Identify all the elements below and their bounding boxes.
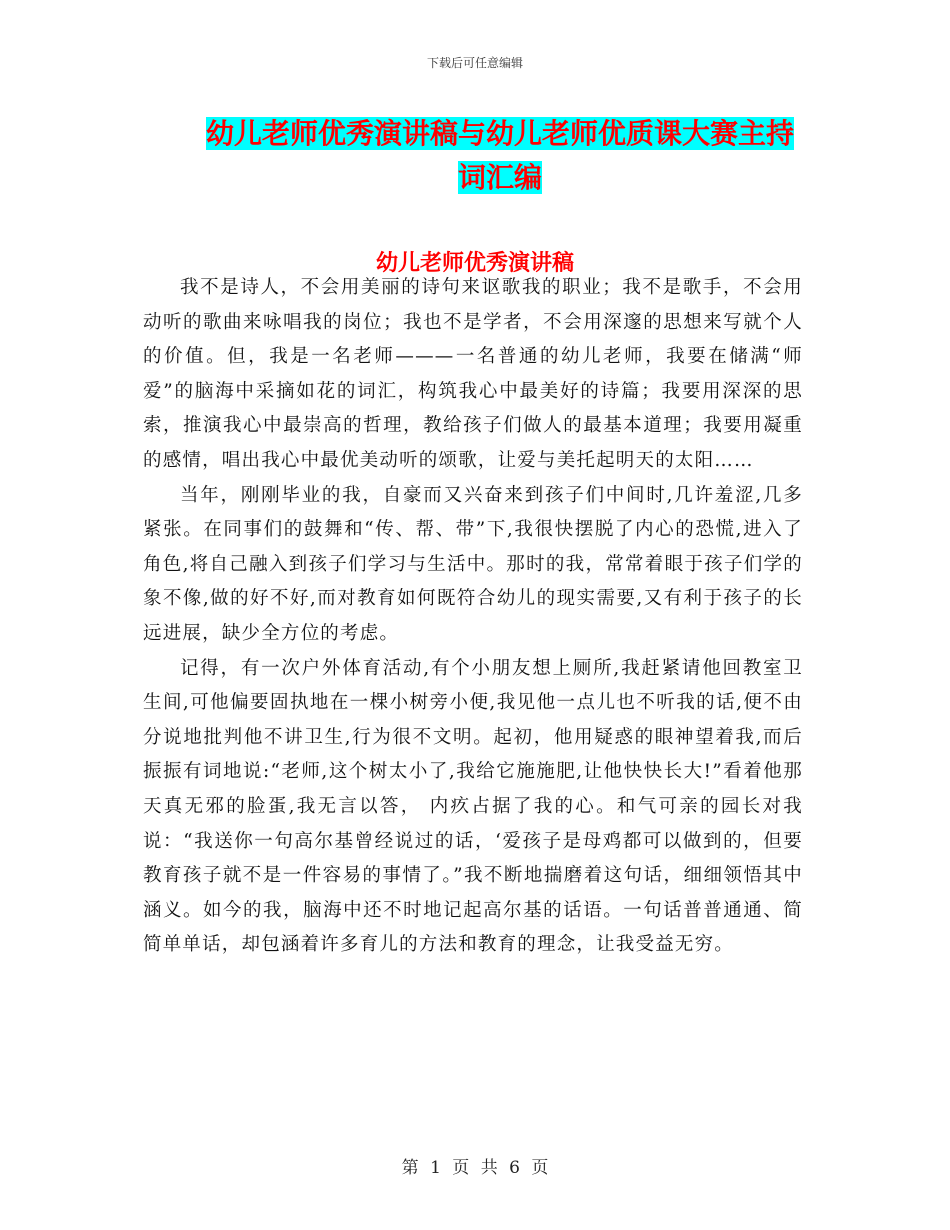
page-number: 第 1 页 共 6 页 [401, 1158, 549, 1178]
document-title [195, 112, 805, 200]
document-title-text: 幼儿老师优秀演讲稿与幼儿老师优质课大赛主持词汇编 [205, 117, 794, 194]
paragraph-2: 当年，刚刚毕业的我，自豪而又兴奋来到孩子们中间时,几许羞涩,几多紧张。在同事们的鼓舞和“传、帮、带”下,我很快摆脱了内心的恐慌,进入了角色,将自己融入到孩子们学习与生活中。那时的我，常常着眼于孩子们学的象不像,做的好不好,而对教育如何既符合幼儿的现实需要,又有利于孩子的长远进展，缺少全方位的考虑。 [143, 484, 803, 644]
header-note: 下载后可任意编辑 [426, 56, 523, 70]
paragraph-1: 我不是诗人，不会用美丽的诗句来讴歌我的职业；我不是歌手，不会用动听的歌曲来咏唱我的岗位；我也不是学者，不会用深邃的思想来写就个人的价值。但，我是一名老师———一名普通的幼儿老师，我要在储满“师爱”的脑海中采摘如花的词汇，构筑我心中最美好的诗篇；我要用深深的思索，推演我心中最崇高的哲理，教给孩子们做人的最基本道理；我要用凝重的感情，唱出我心中最优美动听的颂歌，让爱与美托起明天的太阳…… [143, 277, 803, 471]
section-title: 幼儿老师优秀演讲稿 [375, 251, 574, 276]
paragraph-3: 记得，有一次户外体育活动,有个小朋友想上厕所,我赶紧请他回教室卫生间,可他偏要固执地在一棵小树旁小便,我见他一点儿也不听我的话,便不由分说地批判他不讲卫生,行为很不文明。起初，他用疑惑的眼神望着我,而后振振有词地说:“老师,这个树太小了,我给它施施肥,让他快快长大!”看着他那天真无邪的脸蛋,我无言以答， 内疚占据了我的心。和气可亲的园长对我说：“我送你一句高尔基曾经说过的话，‘爱孩子是母鸡都可以做到的，但要教育孩子就不是一件容易的事情了。”我不断地揣磨着这句话，细细领悟其中涵义。如今的我，脑海中还不时地记起高尔基的话语。一句话普普通通、简简单单话，却包涵着许多育儿的方法和教育的理念，让我受益无穷。 [143, 657, 803, 956]
body-text [143, 271, 803, 963]
